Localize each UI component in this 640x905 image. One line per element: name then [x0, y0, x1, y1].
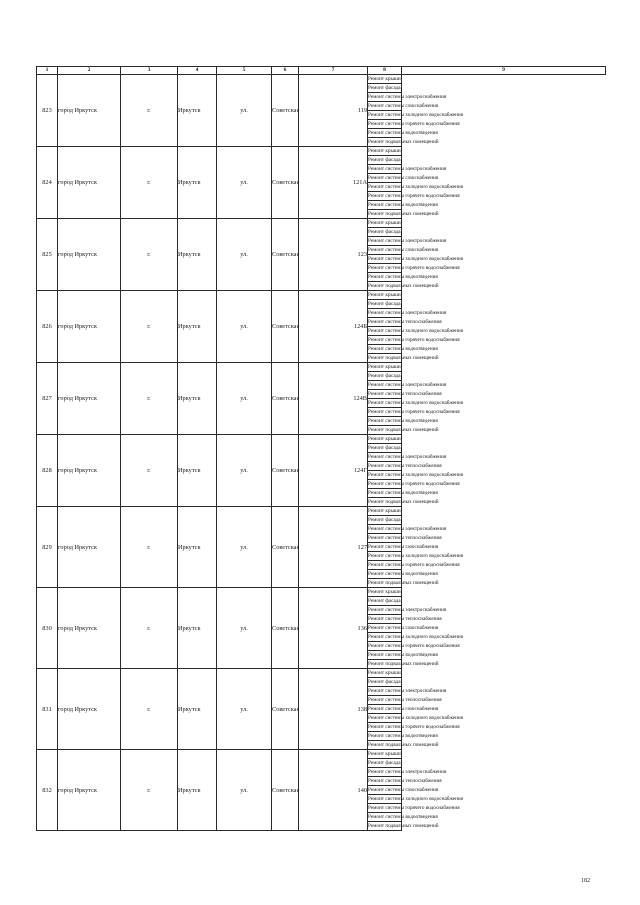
work-type-item: Ремонт системы электроснабжения	[368, 454, 447, 460]
settlement-type-cell: г.	[121, 363, 178, 435]
column-header-7: 7	[299, 67, 368, 75]
street-type-cell: ул.	[217, 588, 272, 669]
record-number: 829	[37, 507, 58, 588]
street-cell: Советская	[272, 669, 299, 750]
work-type-item: Ремонт системы горячего водоснабжения	[368, 481, 460, 487]
work-type-item: Ремонт системы холодного водоснабжения	[368, 796, 464, 802]
work-type-item: Ремонт системы холодного водоснабжения	[368, 472, 464, 478]
work-type-item: Ремонт системы горячего водоснабжения	[368, 337, 460, 343]
work-type-item: Ремонт фасада	[368, 598, 401, 604]
work-type-item: Ремонт фасада	[368, 301, 401, 307]
work-type-item: Ремонт системы водоотведения	[368, 274, 438, 280]
municipality-cell: город Иркутск	[58, 363, 121, 435]
street-type-cell: ул.	[217, 507, 272, 588]
settlement-cell: Иркутск	[178, 147, 217, 219]
work-type-item: Ремонт крыши	[368, 589, 401, 595]
table-row	[37, 75, 606, 84]
street-cell: Советская	[272, 219, 299, 291]
table-row	[37, 435, 606, 444]
settlement-cell: Иркутск	[178, 588, 217, 669]
work-type-item: Ремонт системы газоснабжения	[368, 706, 439, 712]
work-type-item: Ремонт подвальных помещений	[368, 823, 439, 829]
table-row	[37, 507, 606, 516]
work-type-item: Ремонт системы электроснабжения	[368, 526, 447, 532]
settlement-type-cell: г.	[121, 75, 178, 147]
table-header	[37, 67, 606, 75]
settlement-type-cell: г.	[121, 507, 178, 588]
street-type-cell: ул.	[217, 363, 272, 435]
work-type-item: Ремонт системы горячего водоснабжения	[368, 193, 460, 199]
street-type-cell: ул.	[217, 669, 272, 750]
column-header-9: 9	[402, 67, 606, 75]
work-type-item: Ремонт системы электроснабжения	[368, 688, 447, 694]
work-type-item: Ремонт системы газоснабжения	[368, 247, 439, 253]
work-type-item: Ремонт системы горячего водоснабжения	[368, 724, 460, 730]
work-type-item: Ремонт системы электроснабжения	[368, 310, 447, 316]
settlement-type-cell: г.	[121, 588, 178, 669]
settlement-type-cell: г.	[121, 435, 178, 507]
work-type-item: Ремонт системы горячего водоснабжения	[368, 409, 460, 415]
work-type-item: Ремонт системы горячего водоснабжения	[368, 643, 460, 649]
settlement-type-cell: г.	[121, 669, 178, 750]
work-type-item: Ремонт системы электроснабжения	[368, 94, 447, 100]
work-type-item: Ремонт системы газоснабжения	[368, 787, 439, 793]
settlement-type-cell: г.	[121, 219, 178, 291]
work-type-item: Ремонт системы электроснабжения	[368, 238, 447, 244]
settlement-cell: Иркутск	[178, 750, 217, 831]
record-number: 827	[37, 363, 58, 435]
street-cell: Советская	[272, 363, 299, 435]
settlement-type-cell: г.	[121, 750, 178, 831]
house-number-cell: 124В	[299, 363, 368, 435]
table-row	[37, 588, 606, 597]
work-type-item: Ремонт системы водоотведения	[368, 418, 438, 424]
house-number-cell: 123	[299, 219, 368, 291]
house-number-cell: 136	[299, 588, 368, 669]
work-type-item: Ремонт фасада	[368, 517, 401, 523]
settlement-cell: Иркутск	[178, 435, 217, 507]
settlement-cell: Иркутск	[178, 363, 217, 435]
work-type-item: Ремонт системы водоотведения	[368, 202, 438, 208]
street-type-cell: ул.	[217, 750, 272, 831]
settlement-cell: Иркутск	[178, 219, 217, 291]
work-type-item: Ремонт системы горячего водоснабжения	[368, 562, 460, 568]
municipality-cell: город Иркутск	[58, 75, 121, 147]
work-type-item: Ремонт крыши	[368, 508, 401, 514]
municipality-cell: город Иркутск	[58, 750, 121, 831]
work-type-item: Ремонт системы газоснабжения	[368, 175, 439, 181]
work-type-item: Ремонт подвальных помещений	[368, 139, 439, 145]
street-cell: Советская	[272, 750, 299, 831]
work-type-item: Ремонт системы теплоснабжения	[368, 463, 442, 469]
municipality-cell: город Иркутск	[58, 507, 121, 588]
work-type-item: Ремонт системы теплоснабжения	[368, 778, 442, 784]
repair-register-table	[36, 66, 606, 831]
table-row	[37, 750, 606, 759]
work-type-item: Ремонт крыши	[368, 292, 401, 298]
work-type-item: Ремонт системы газоснабжения	[368, 103, 439, 109]
record-number: 828	[37, 435, 58, 507]
header-row	[37, 67, 606, 75]
work-type-item: Ремонт системы водоотведения	[368, 814, 438, 820]
work-type-item: Ремонт системы электроснабжения	[368, 166, 447, 172]
street-cell: Советская	[272, 588, 299, 669]
work-type-item: Ремонт системы водоотведения	[368, 130, 438, 136]
work-type-item: Ремонт фасада	[368, 157, 401, 163]
work-type-item: Ремонт крыши	[368, 76, 401, 82]
work-type-item: Ремонт системы водоотведения	[368, 346, 438, 352]
work-type-item: Ремонт системы водоотведения	[368, 571, 438, 577]
work-type-item: Ремонт системы холодного водоснабжения	[368, 553, 464, 559]
work-type-item: Ремонт системы горячего водоснабжения	[368, 121, 460, 127]
work-type-item: Ремонт системы водоотведения	[368, 733, 438, 739]
work-type-item: Ремонт системы электроснабжения	[368, 382, 447, 388]
house-number-cell: 124Г	[299, 435, 368, 507]
work-type-item: Ремонт подвальных помещений	[368, 580, 439, 586]
house-number-cell: 140	[299, 750, 368, 831]
work-type-item: Ремонт фасада	[368, 679, 401, 685]
municipality-cell: город Иркутск	[58, 588, 121, 669]
column-header-6: 6	[272, 67, 299, 75]
street-cell: Советская	[272, 147, 299, 219]
work-type-item: Ремонт системы водоотведения	[368, 490, 438, 496]
house-number-cell: 119	[299, 75, 368, 147]
work-type-item: Ремонт системы теплоснабжения	[368, 616, 442, 622]
table-row	[37, 291, 606, 300]
work-type-item: Ремонт системы теплоснабжения	[368, 697, 442, 703]
column-header-4: 4	[178, 67, 217, 75]
house-number-cell: 127	[299, 507, 368, 588]
street-cell: Советская	[272, 435, 299, 507]
street-type-cell: ул.	[217, 291, 272, 363]
table-row	[37, 363, 606, 372]
work-type-item: Ремонт системы теплоснабжения	[368, 391, 442, 397]
table-row	[37, 219, 606, 228]
work-type-item: Ремонт подвальных помещений	[368, 211, 439, 217]
settlement-cell: Иркутск	[178, 291, 217, 363]
work-type-item: Ремонт системы горячего водоснабжения	[368, 805, 460, 811]
work-type-item: Ремонт системы горячего водоснабжения	[368, 265, 460, 271]
work-type-item: Ремонт системы холодного водоснабжения	[368, 400, 464, 406]
street-cell: Советская	[272, 75, 299, 147]
work-type-item: Ремонт подвальных помещений	[368, 742, 439, 748]
municipality-cell: город Иркутск	[58, 147, 121, 219]
record-number: 824	[37, 147, 58, 219]
settlement-type-cell: г.	[121, 291, 178, 363]
work-type-item: Ремонт системы электроснабжения	[368, 607, 447, 613]
work-type-item: Ремонт подвальных помещений	[368, 355, 439, 361]
municipality-cell: город Иркутск	[58, 435, 121, 507]
work-type-item: Ремонт подвальных помещений	[368, 427, 439, 433]
work-type-item: Ремонт системы холодного водоснабжения	[368, 256, 464, 262]
house-number-cell: 121А	[299, 147, 368, 219]
work-type-item: Ремонт крыши	[368, 436, 401, 442]
street-type-cell: ул.	[217, 219, 272, 291]
record-number: 825	[37, 219, 58, 291]
record-number: 826	[37, 291, 58, 363]
house-number-cell: 124Б	[299, 291, 368, 363]
work-type-item: Ремонт системы холодного водоснабжения	[368, 112, 464, 118]
record-number: 831	[37, 669, 58, 750]
work-type-item: Ремонт системы холодного водоснабжения	[368, 328, 464, 334]
street-type-cell: ул.	[217, 75, 272, 147]
work-type-item: Ремонт крыши	[368, 364, 401, 370]
work-type-item: Ремонт крыши	[368, 220, 401, 226]
work-type-item: Ремонт подвальных помещений	[368, 283, 439, 289]
record-number: 823	[37, 75, 58, 147]
work-type-item: Ремонт фасада	[368, 85, 401, 91]
work-type-item: Ремонт фасада	[368, 373, 401, 379]
column-header-2: 2	[58, 67, 121, 75]
work-type-item: Ремонт фасада	[368, 229, 401, 235]
table-row	[37, 147, 606, 156]
page-number: 182	[581, 878, 590, 884]
work-type-item: Ремонт фасада	[368, 760, 401, 766]
work-type-item: Ремонт крыши	[368, 751, 401, 757]
municipality-cell: город Иркутск	[58, 291, 121, 363]
work-type-item: Ремонт системы теплоснабжения	[368, 319, 442, 325]
table-row	[37, 669, 606, 678]
column-header-8: 8	[368, 67, 402, 75]
work-type-item: Ремонт системы холодного водоснабжения	[368, 715, 464, 721]
work-type-item: Ремонт системы электроснабжения	[368, 769, 447, 775]
work-type-item: Ремонт подвальных помещений	[368, 661, 439, 667]
work-type-item: Ремонт фасада	[368, 445, 401, 451]
municipality-cell: город Иркутск	[58, 219, 121, 291]
street-type-cell: ул.	[217, 147, 272, 219]
street-cell: Советская	[272, 291, 299, 363]
street-type-cell: ул.	[217, 435, 272, 507]
settlement-cell: Иркутск	[178, 507, 217, 588]
settlement-type-cell: г.	[121, 147, 178, 219]
work-type-item: Ремонт крыши	[368, 670, 401, 676]
work-type-item: Ремонт крыши	[368, 148, 401, 154]
settlement-cell: Иркутск	[178, 669, 217, 750]
work-type-item: Ремонт системы холодного водоснабжения	[368, 184, 464, 190]
work-type-item: Ремонт системы газоснабжения	[368, 625, 439, 631]
work-type-item: Ремонт системы водоотведения	[368, 652, 438, 658]
work-type-item: Ремонт системы газоснабжения	[368, 544, 439, 550]
column-header-1: 1	[37, 67, 58, 75]
house-number-cell: 138	[299, 669, 368, 750]
work-type-item: Ремонт подвальных помещений	[368, 499, 439, 505]
street-cell: Советская	[272, 507, 299, 588]
column-header-3: 3	[121, 67, 178, 75]
work-type-item: Ремонт системы холодного водоснабжения	[368, 634, 464, 640]
column-header-5: 5	[217, 67, 272, 75]
record-number: 830	[37, 588, 58, 669]
table-body	[37, 75, 606, 831]
record-number: 832	[37, 750, 58, 831]
settlement-cell: Иркутск	[178, 75, 217, 147]
municipality-cell: город Иркутск	[58, 669, 121, 750]
work-type-item: Ремонт системы теплоснабжения	[368, 535, 442, 541]
